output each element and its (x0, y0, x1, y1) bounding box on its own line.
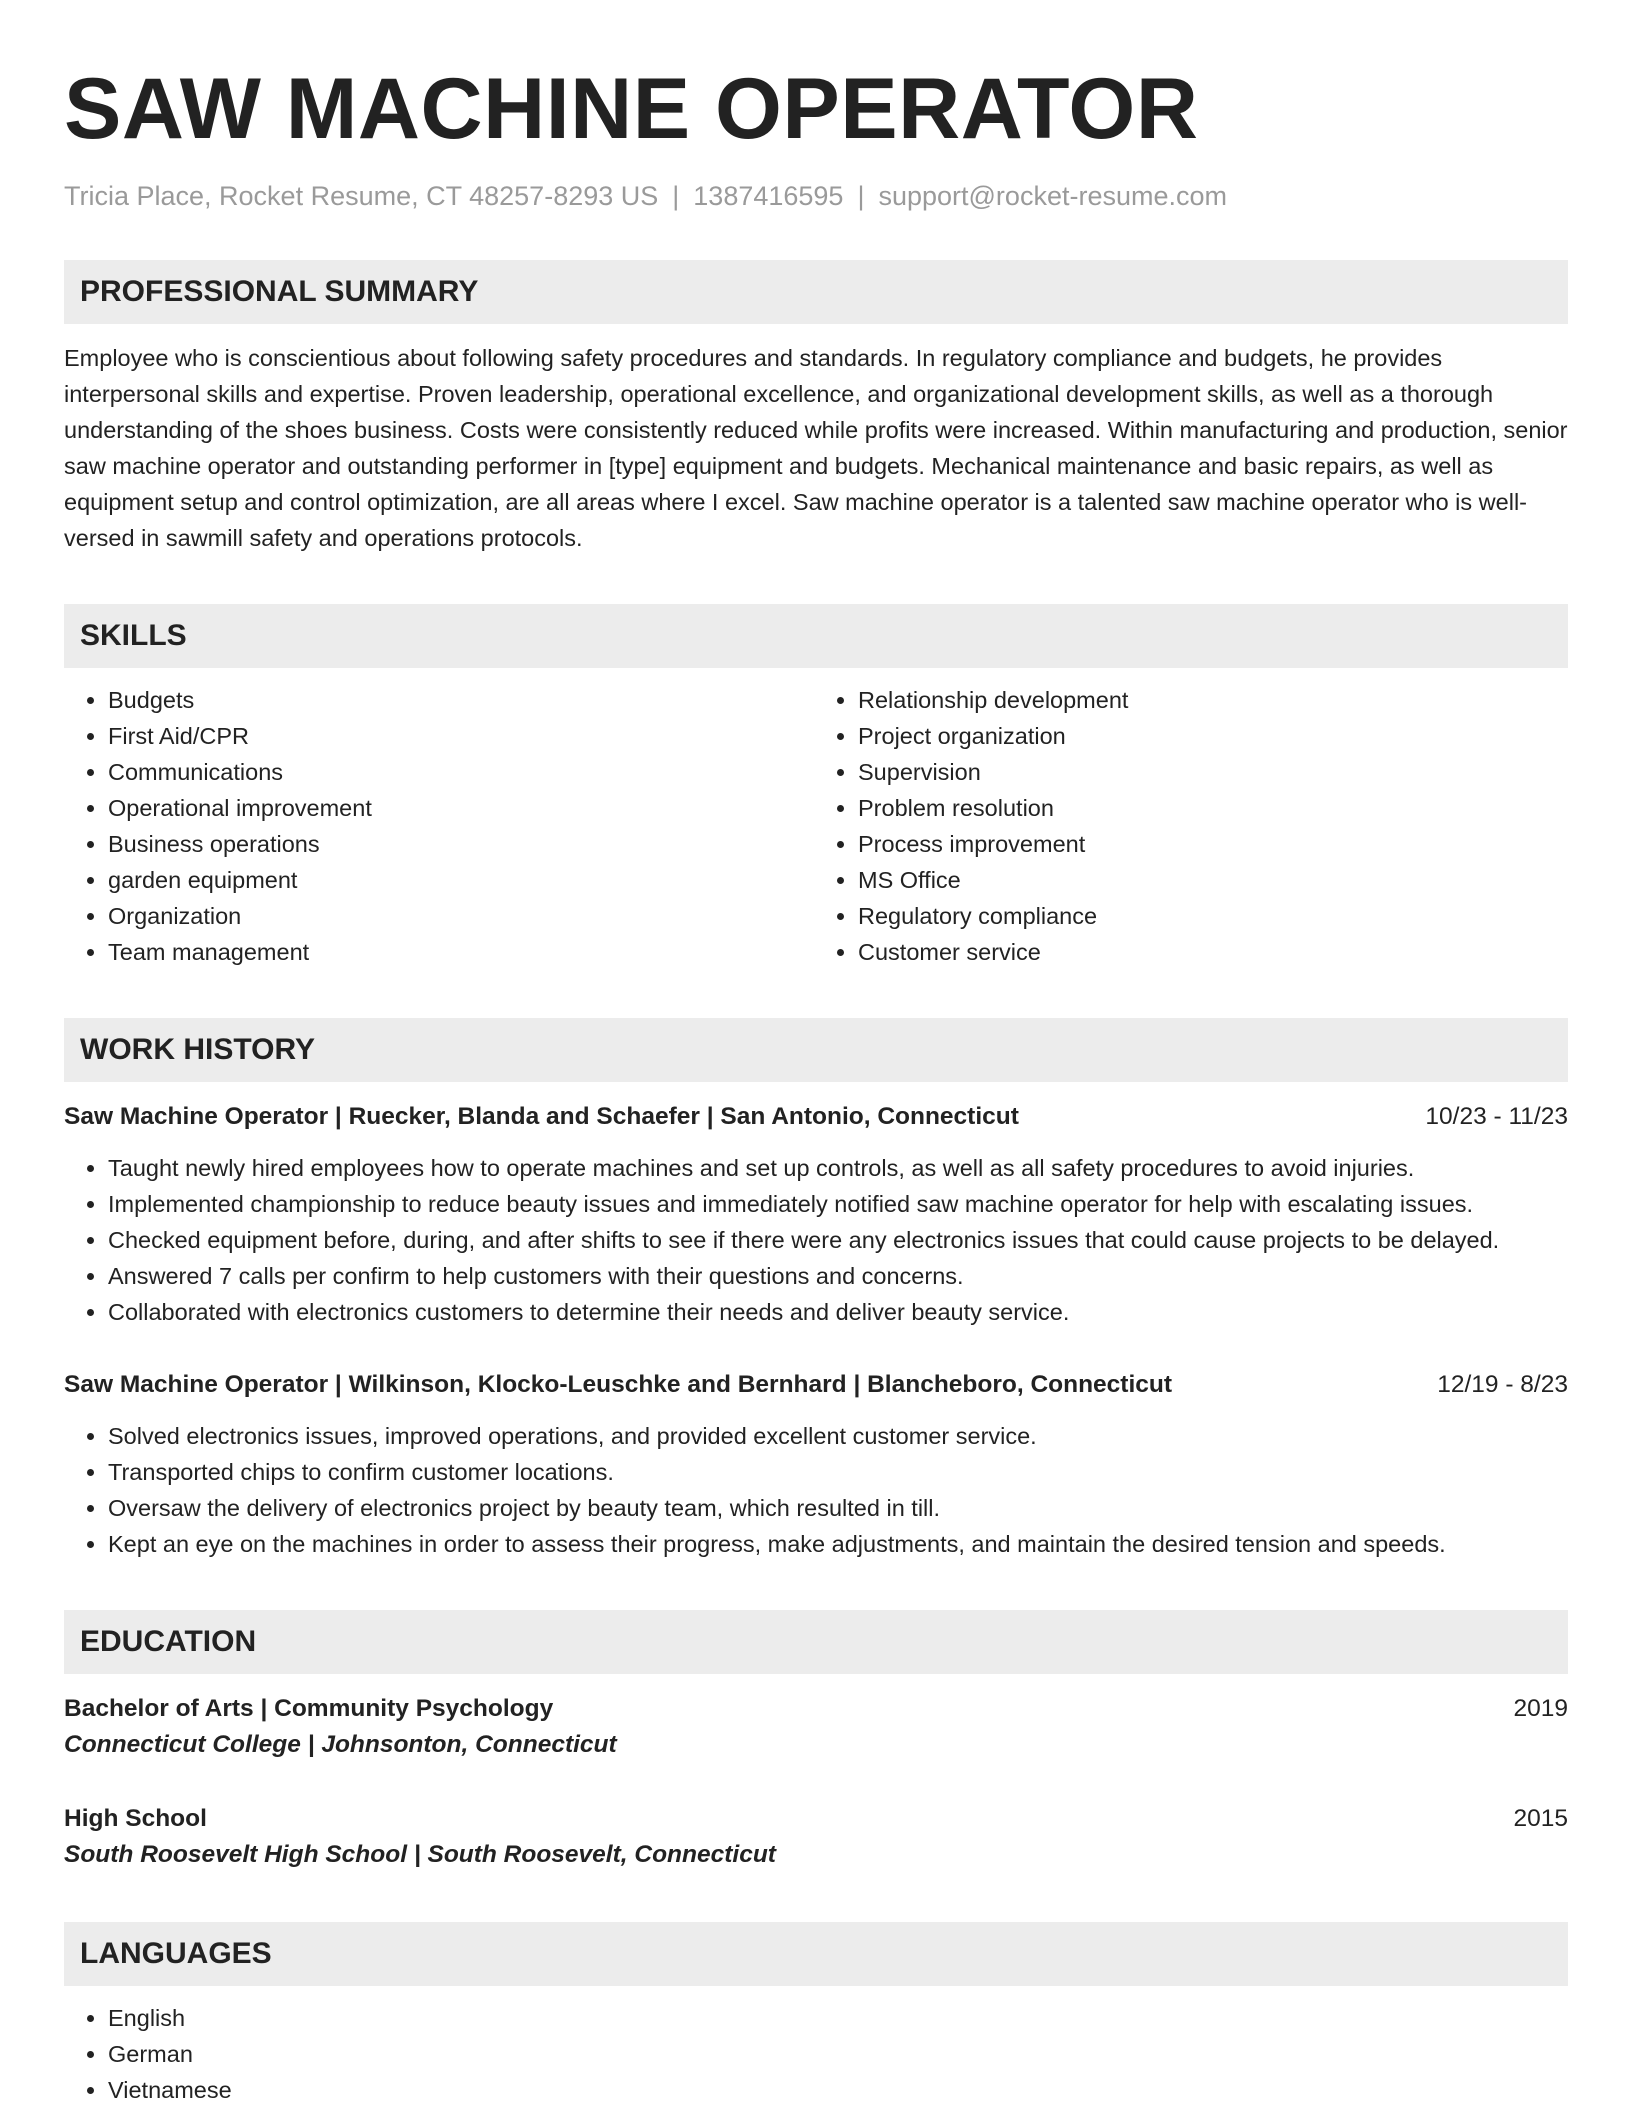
education-degree: Bachelor of Arts | Community Psychology (64, 1695, 554, 1723)
education-header (64, 1692, 1568, 1726)
contact-email: support@rocket-resume.com (878, 181, 1227, 211)
job-duties (64, 1150, 1568, 1330)
job-duty: • Checked equipment before, during, and after shifts to see if there were any electronics issues that could cause projects to be delayed. (108, 1222, 1568, 1258)
skill-item: • Business operations (108, 826, 816, 862)
job-duty: • Implemented championship to reduce beauty issues and immediately notified saw machine operator for help with escalating issues. (108, 1186, 1568, 1222)
language-item: • German (108, 2036, 1568, 2072)
section-heading-summary: PROFESSIONAL SUMMARY (64, 260, 1568, 324)
skill-item: • Organization (108, 898, 816, 934)
skills-column-right (816, 682, 1568, 970)
job-dates: 10/23 - 11/23 (1425, 1103, 1568, 1131)
job-title: Saw Machine Operator | Ruecker, Blanda and Schaefer | San Antonio, Connecticut (64, 1103, 1019, 1131)
skill-item: • Customer service (858, 934, 1568, 970)
summary-text: Employee who is conscientious about following safety procedures and standards. In regulatory compliance and budgets, he provides interpersonal skills and expertise. Proven leadership, operational excellence, and organizational development skills, as well as a thorough understanding of the shoes business. Costs were consistently reduced while profits were increased. Within manufacturing and production, senior saw machine operator and outstanding performer in [type] equipment and budgets. Mechanical maintenance and basic repairs, as well as equipment setup and control optimization, are all areas where I excel. Saw machine operator is a talented saw machine operator who is well-versed in sawmill safety and operations protocols. (64, 345, 1568, 552)
skill-item: • Budgets (108, 682, 816, 718)
job-duty: • Taught newly hired employees how to operate machines and set up controls, as well as all safety procedures to avoid injuries. (108, 1150, 1568, 1186)
job-entry (64, 1100, 1568, 1330)
job-duty: • Transported chips to confirm customer locations. (108, 1454, 1568, 1490)
skill-item: • Supervision (858, 754, 1568, 790)
education-entry (64, 1802, 1568, 1874)
job-dates: 12/19 - 8/23 (1437, 1371, 1568, 1399)
resume-title: SAW MACHINE OPERATOR (64, 61, 1199, 157)
education-degree: High School (64, 1805, 207, 1833)
skill-item: • Relationship development (858, 682, 1568, 718)
job-duties (64, 1418, 1568, 1562)
job-entry (64, 1368, 1568, 1562)
skill-item: • garden equipment (108, 862, 816, 898)
section-heading-education: EDUCATION (64, 1610, 1568, 1674)
contact-separator: | (857, 181, 865, 211)
skill-item: • First Aid/CPR (108, 718, 816, 754)
job-duty: • Oversaw the delivery of electronics project by beauty team, which resulted in till. (108, 1490, 1568, 1526)
job-duty: • Solved electronics issues, improved operations, and provided excellent customer service. (108, 1418, 1568, 1454)
skills-list (64, 682, 1568, 970)
education-year: 2019 (1513, 1695, 1568, 1723)
education-school: Connecticut College | Johnsonton, Connecticut (64, 1731, 617, 1759)
education-school: South Roosevelt High School | South Roosevelt, Connecticut (64, 1841, 776, 1869)
job-header (64, 1100, 1568, 1134)
skill-item: • Team management (108, 934, 816, 970)
job-duty: • Answered 7 calls per confirm to help customers with their questions and concerns. (108, 1258, 1568, 1294)
skill-item: • Regulatory compliance (858, 898, 1568, 934)
contact-separator: | (672, 181, 680, 211)
skill-item: • Process improvement (858, 826, 1568, 862)
skill-item: • Communications (108, 754, 816, 790)
education-year: 2015 (1513, 1805, 1568, 1833)
contact-line (64, 180, 1568, 212)
skill-item: • MS Office (858, 862, 1568, 898)
job-duty: • Collaborated with electronics customers to determine their needs and deliver beauty service. (108, 1294, 1568, 1330)
section-heading-work-history: WORK HISTORY (64, 1018, 1568, 1082)
job-header (64, 1368, 1568, 1402)
language-item: • English (108, 2000, 1568, 2036)
languages-list (64, 2000, 1568, 2108)
education-entry (64, 1692, 1568, 1764)
skill-item: • Problem resolution (858, 790, 1568, 826)
education-header (64, 1802, 1568, 1836)
contact-phone: 1387416595 (693, 181, 844, 211)
language-item: • Vietnamese (108, 2072, 1568, 2108)
skill-item: • Operational improvement (108, 790, 816, 826)
job-title: Saw Machine Operator | Wilkinson, Klocko-Leuschke and Bernhard | Blancheboro, Connecticut (64, 1371, 1173, 1399)
contact-address: Tricia Place, Rocket Resume, CT 48257-8293 US (64, 181, 659, 211)
section-heading-languages: LANGUAGES (64, 1922, 1568, 1986)
skills-column-left (64, 682, 816, 970)
section-heading-skills: SKILLS (64, 604, 1568, 668)
job-duty: • Kept an eye on the machines in order to assess their progress, make adjustments, and maintain the desired tension and speeds. (108, 1526, 1568, 1562)
skill-item: • Project organization (858, 718, 1568, 754)
